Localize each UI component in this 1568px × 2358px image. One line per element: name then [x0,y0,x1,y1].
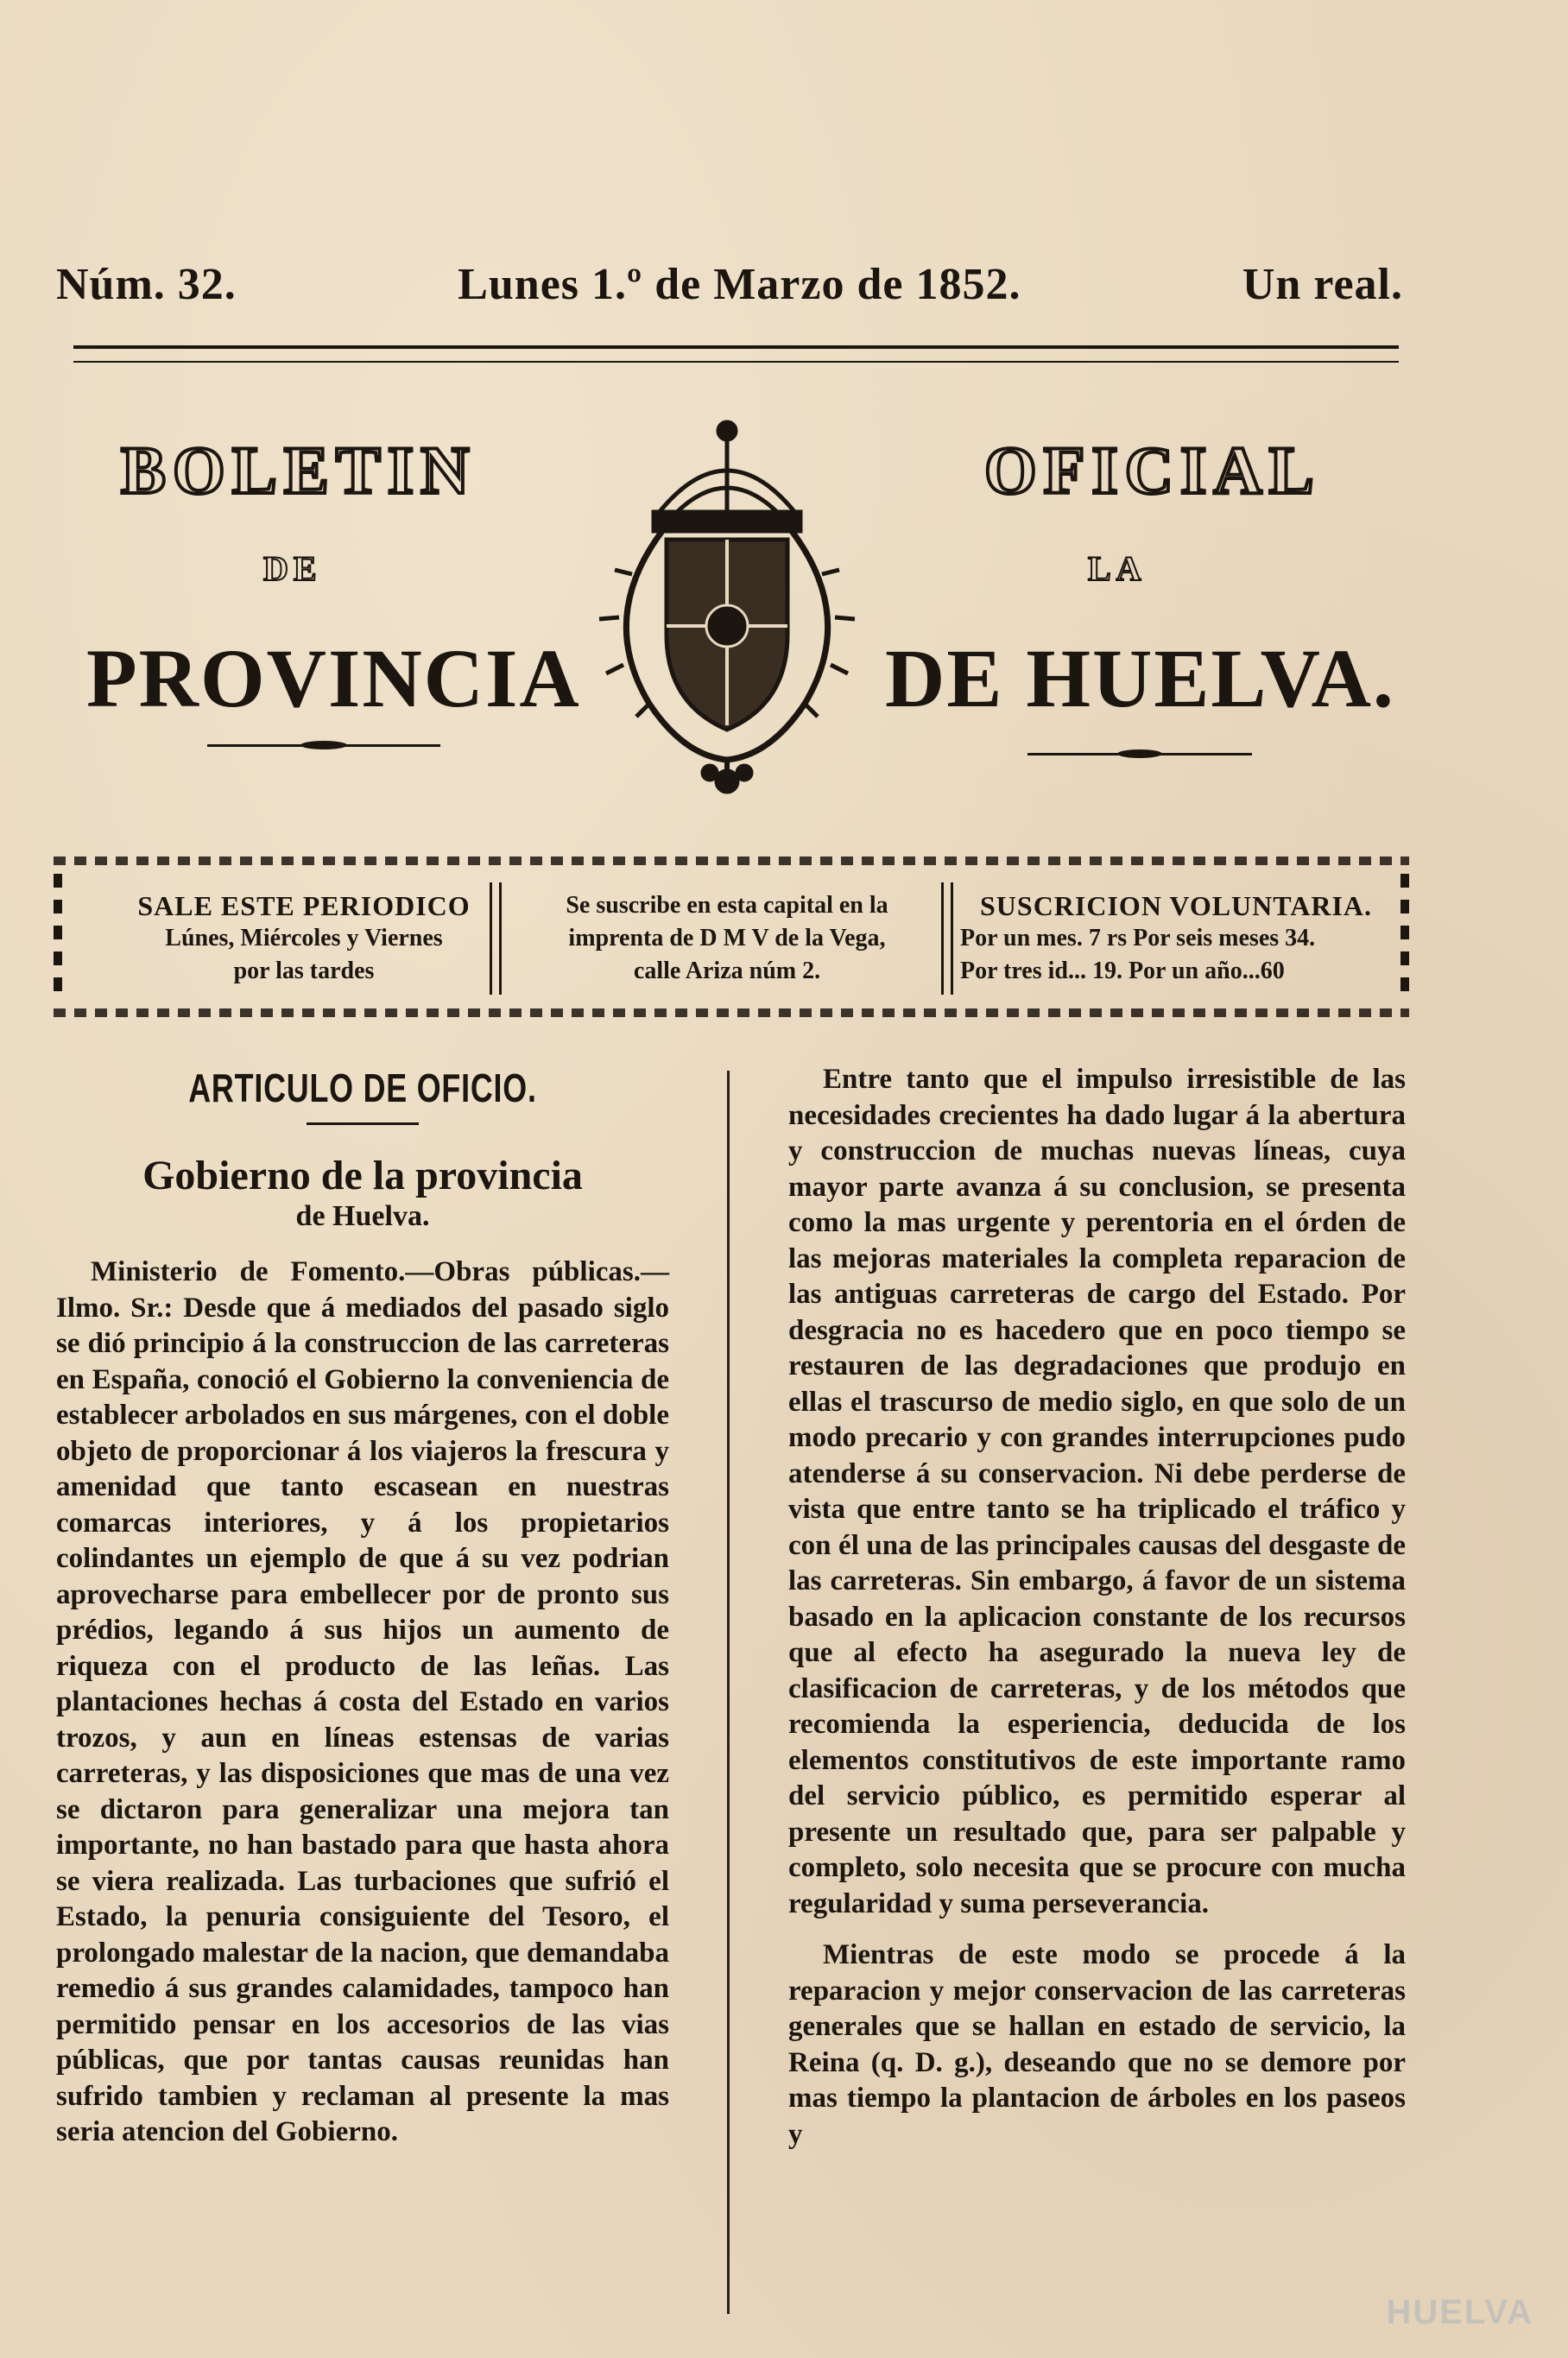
band-end-left [54,874,62,1003]
band-border-top [54,857,1409,865]
section-title: ARTICULO DE OFICIO. [188,1065,537,1110]
flourish-left [207,744,440,747]
column-divider [727,1071,730,2314]
band-left-line-3: por las tardes [233,958,375,984]
masthead-rule [73,345,1399,363]
band-right-head: SUSCRICION VOLUNTARIA. [979,890,1373,921]
band-center-line-2: imprenta de D M V de la Vega, [568,925,886,951]
title-oficial: OFICIAL [984,433,1321,508]
article-subheading: de Huelva. [295,1200,430,1232]
band-right-line-2: Por un mes. 7 rs Por seis meses 34. [960,925,1316,951]
right-column [788,1062,1406,2153]
left-column [56,1062,669,2151]
subscription-band [54,857,1409,1017]
band-subscribe-location [520,889,934,988]
band-border-bottom [54,1008,1409,1017]
title-la: LA [1088,549,1147,588]
band-center-line-1: Se suscribe en esta capital en la [566,892,888,919]
band-end-right [1400,874,1409,1003]
flourish-right [1027,753,1252,755]
issue-date: Lunes 1.º de Marzo de 1852. [458,260,1021,309]
title-de: DE [263,549,322,588]
title-provincia: PROVINCIA [86,632,581,724]
right-paragraph-2: Mientras de este modo se procede á la reparacion y mejor conservacion de las carreteras generales que se hallan en estado de servicio, la Reina (q. D. g.), deseando que no se demore por mas tiempo la plantacion de árboles en los paseos y [788,1939,1406,2150]
band-subscription-prices [960,889,1392,988]
band-publication-days [79,889,528,988]
band-left-line-2: Lúnes, Miércoles y Viernes [165,925,443,951]
left-paragraph-1: Ministerio de Fomento.—Obras públicas.—Ilmo. Sr.: Desde que á mediados del pasado siglo se dió principio á la construccion de las carreteras en España, conoció el Gobierno la conveniencia de establecer arbolados en sus márgenes, con el doble objeto de proporcionar á los viajeros la frescura y amenidad que tanto escasean en nuestras comarcas interiores, y á los propietarios colindantes un ejemplo de que á su vez podrian aprovecharse para embellecer por de pronto sus prédios, legando á sus hijos un aumento de riqueza con el producto de las leñas. Las plantaciones hechas á costa del Estado en varios trozos, y aun en líneas estensas de varias carreteras, y las disposiciones que mas de una vez se dictaron para generalizar una mejora tan importante, no han bastado para que hasta ahora se viera realizada. Las turbaciones que sufrió el Estado, la penuria consiguiente del Tesoro, el prolongado malestar de la nacion, que demandaba remedio á sus grandes calamidades, tampoco han permitido pensar en los accesorios de las vias públicas, que por tantas causas reunidas han sufrido tambien y reclaman al presente la mas seria atencion del Gobierno. [56,1256,669,2147]
band-separator-2 [941,882,953,995]
title-boletin: BOLETIN [121,433,477,508]
masthead-topline [56,259,1403,310]
section-rule [307,1122,419,1125]
band-right-line-3: Por tres id... 19. Por un año...60 [960,958,1285,984]
issue-price: Un real. [1242,260,1403,309]
band-center-line-3: calle Ariza núm 2. [633,958,821,984]
band-separator-1 [490,882,502,995]
article-heading: Gobierno de la provincia [142,1153,583,1198]
right-paragraph-1: Entre tanto que el impulso irresistible de las necesidades crecientes ha dado lugar á la abertura y construccion de muchas nuevas líneas, cuya mayor parte avanza á su conclusion, se presenta como la mas urgente y perentoria en el órden de las mejoras materiales la completa reparacion de las antiguas carreteras de cargo del Estado. Por desgracia no es hacedero que en poco tiempo se restauren de las degradaciones que produjo en ellas el trascurso de medio siglo, en que solo de un modo precario y con grandes interrupciones pudo atenderse á su conservacion. Ni debe perderse de vista que entre tanto se ha triplicado el tráfico y con él una de las principales causas del desgaste de las carreteras. Sin embargo, á favor de un sistema basado en la aplicacion constante de los recursos que al efecto ha asegurado la nueva ley de clasificacion de carreteras, y de los métodos que recomienda la esperiencia, deducida de los elementos constitutivos de este importante ramo del servicio público, es permitido esperar al presente un resultado que, para ser palpable y completo, solo necesita que se procure con mucha regularidad y suma perseverancia. [788,1064,1406,1919]
issue-number: Núm. 32. [56,260,237,309]
archive-watermark: HUELVA [1386,2293,1533,2331]
band-left-head: SALE ESTE PERIODICO [137,890,471,921]
title-de-huelva: DE HUELVA. [885,632,1395,724]
royal-crest-icon [580,419,874,799]
